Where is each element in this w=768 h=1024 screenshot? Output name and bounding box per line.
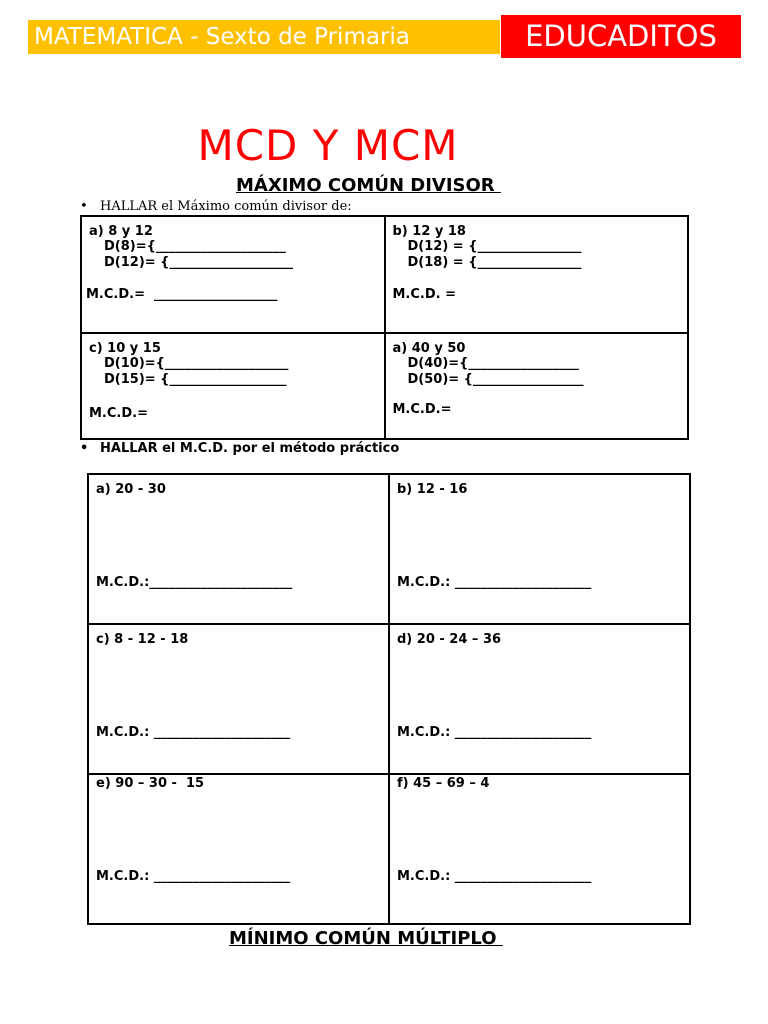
mcd-answer-line: M.C.D.: _____________________ <box>96 725 291 740</box>
divisors-line: D(18) = {________________ <box>407 255 582 270</box>
brand-banner: EDUCADITOS <box>501 15 741 58</box>
mcd-answer-line: M.C.D.: _____________________ <box>397 575 592 590</box>
mcd-answer-line: M.C.D.= <box>89 406 148 421</box>
exercise-label: a) 8 y 12 <box>89 224 153 239</box>
mcd-section-title: MÁXIMO COMÚN DIVISOR <box>236 175 501 196</box>
exercise-cell <box>81 216 385 333</box>
exercise-label: f) 45 – 69 – 4 <box>397 776 490 791</box>
exercise-cell <box>389 474 690 624</box>
exercise-label: b) 12 y 18 <box>392 224 466 239</box>
exercise-cell <box>88 774 389 924</box>
mcd-answer-line: M.C.D.= <box>392 402 452 417</box>
divisors-line: D(10)={___________________ <box>104 356 289 371</box>
divisors-line: D(12) = {________________ <box>407 239 582 254</box>
exercise-cell <box>389 774 690 924</box>
exercise-label: e) 90 – 30 - 15 <box>96 776 205 791</box>
exercise-cell <box>88 474 389 624</box>
instruction-2-text: HALLAR el M.C.D. por el método práctico <box>100 441 400 456</box>
mcd-answer-line: M.C.D.:______________________ <box>96 575 293 590</box>
bullet-icon: • <box>80 199 88 214</box>
mcd-answer-line: M.C.D.= ___________________ <box>86 287 278 302</box>
divisors-line: D(12)= {___________________ <box>104 255 293 270</box>
exercise-label: c) 10 y 15 <box>89 341 161 356</box>
exercise-cell <box>389 624 690 774</box>
mcd-answer-line: M.C.D.: _____________________ <box>397 725 592 740</box>
instruction-1-text: HALLAR el Máximo común divisor de: <box>100 199 352 214</box>
exercise-cell <box>88 624 389 774</box>
divisors-line: D(40)={_________________ <box>407 356 579 371</box>
exercise-cell <box>385 216 689 333</box>
mcd-answer-line: M.C.D.: _____________________ <box>96 869 291 884</box>
instruction-2 <box>80 441 399 456</box>
divisors-line: D(15)= {__________________ <box>104 372 287 387</box>
page-title: MCD Y MCM <box>197 121 459 170</box>
mcm-section-title: MÍNIMO COMÚN MÚLTIPLO <box>229 928 503 949</box>
exercise-label: b) 12 - 16 <box>397 482 468 497</box>
divisors-line: D(8)={____________________ <box>104 239 286 254</box>
mcd-answer-line: M.C.D. = <box>392 287 457 302</box>
subject-banner: MATEMATICA - Sexto de Primaria <box>28 20 500 54</box>
bullet-icon: • <box>80 441 89 456</box>
mcd-answer-line: M.C.D.: _____________________ <box>397 869 592 884</box>
mcd-practical-table <box>87 473 691 925</box>
instruction-1 <box>80 199 352 214</box>
exercise-label: a) 40 y 50 <box>392 341 466 356</box>
exercise-cell <box>385 333 689 439</box>
exercise-label: a) 20 - 30 <box>96 482 166 497</box>
exercise-label: d) 20 - 24 – 36 <box>397 632 502 647</box>
divisors-line: D(50)= {_________________ <box>407 372 584 387</box>
mcd-divisors-table <box>80 215 689 440</box>
exercise-cell <box>81 333 385 439</box>
exercise-label: c) 8 - 12 - 18 <box>96 632 189 647</box>
